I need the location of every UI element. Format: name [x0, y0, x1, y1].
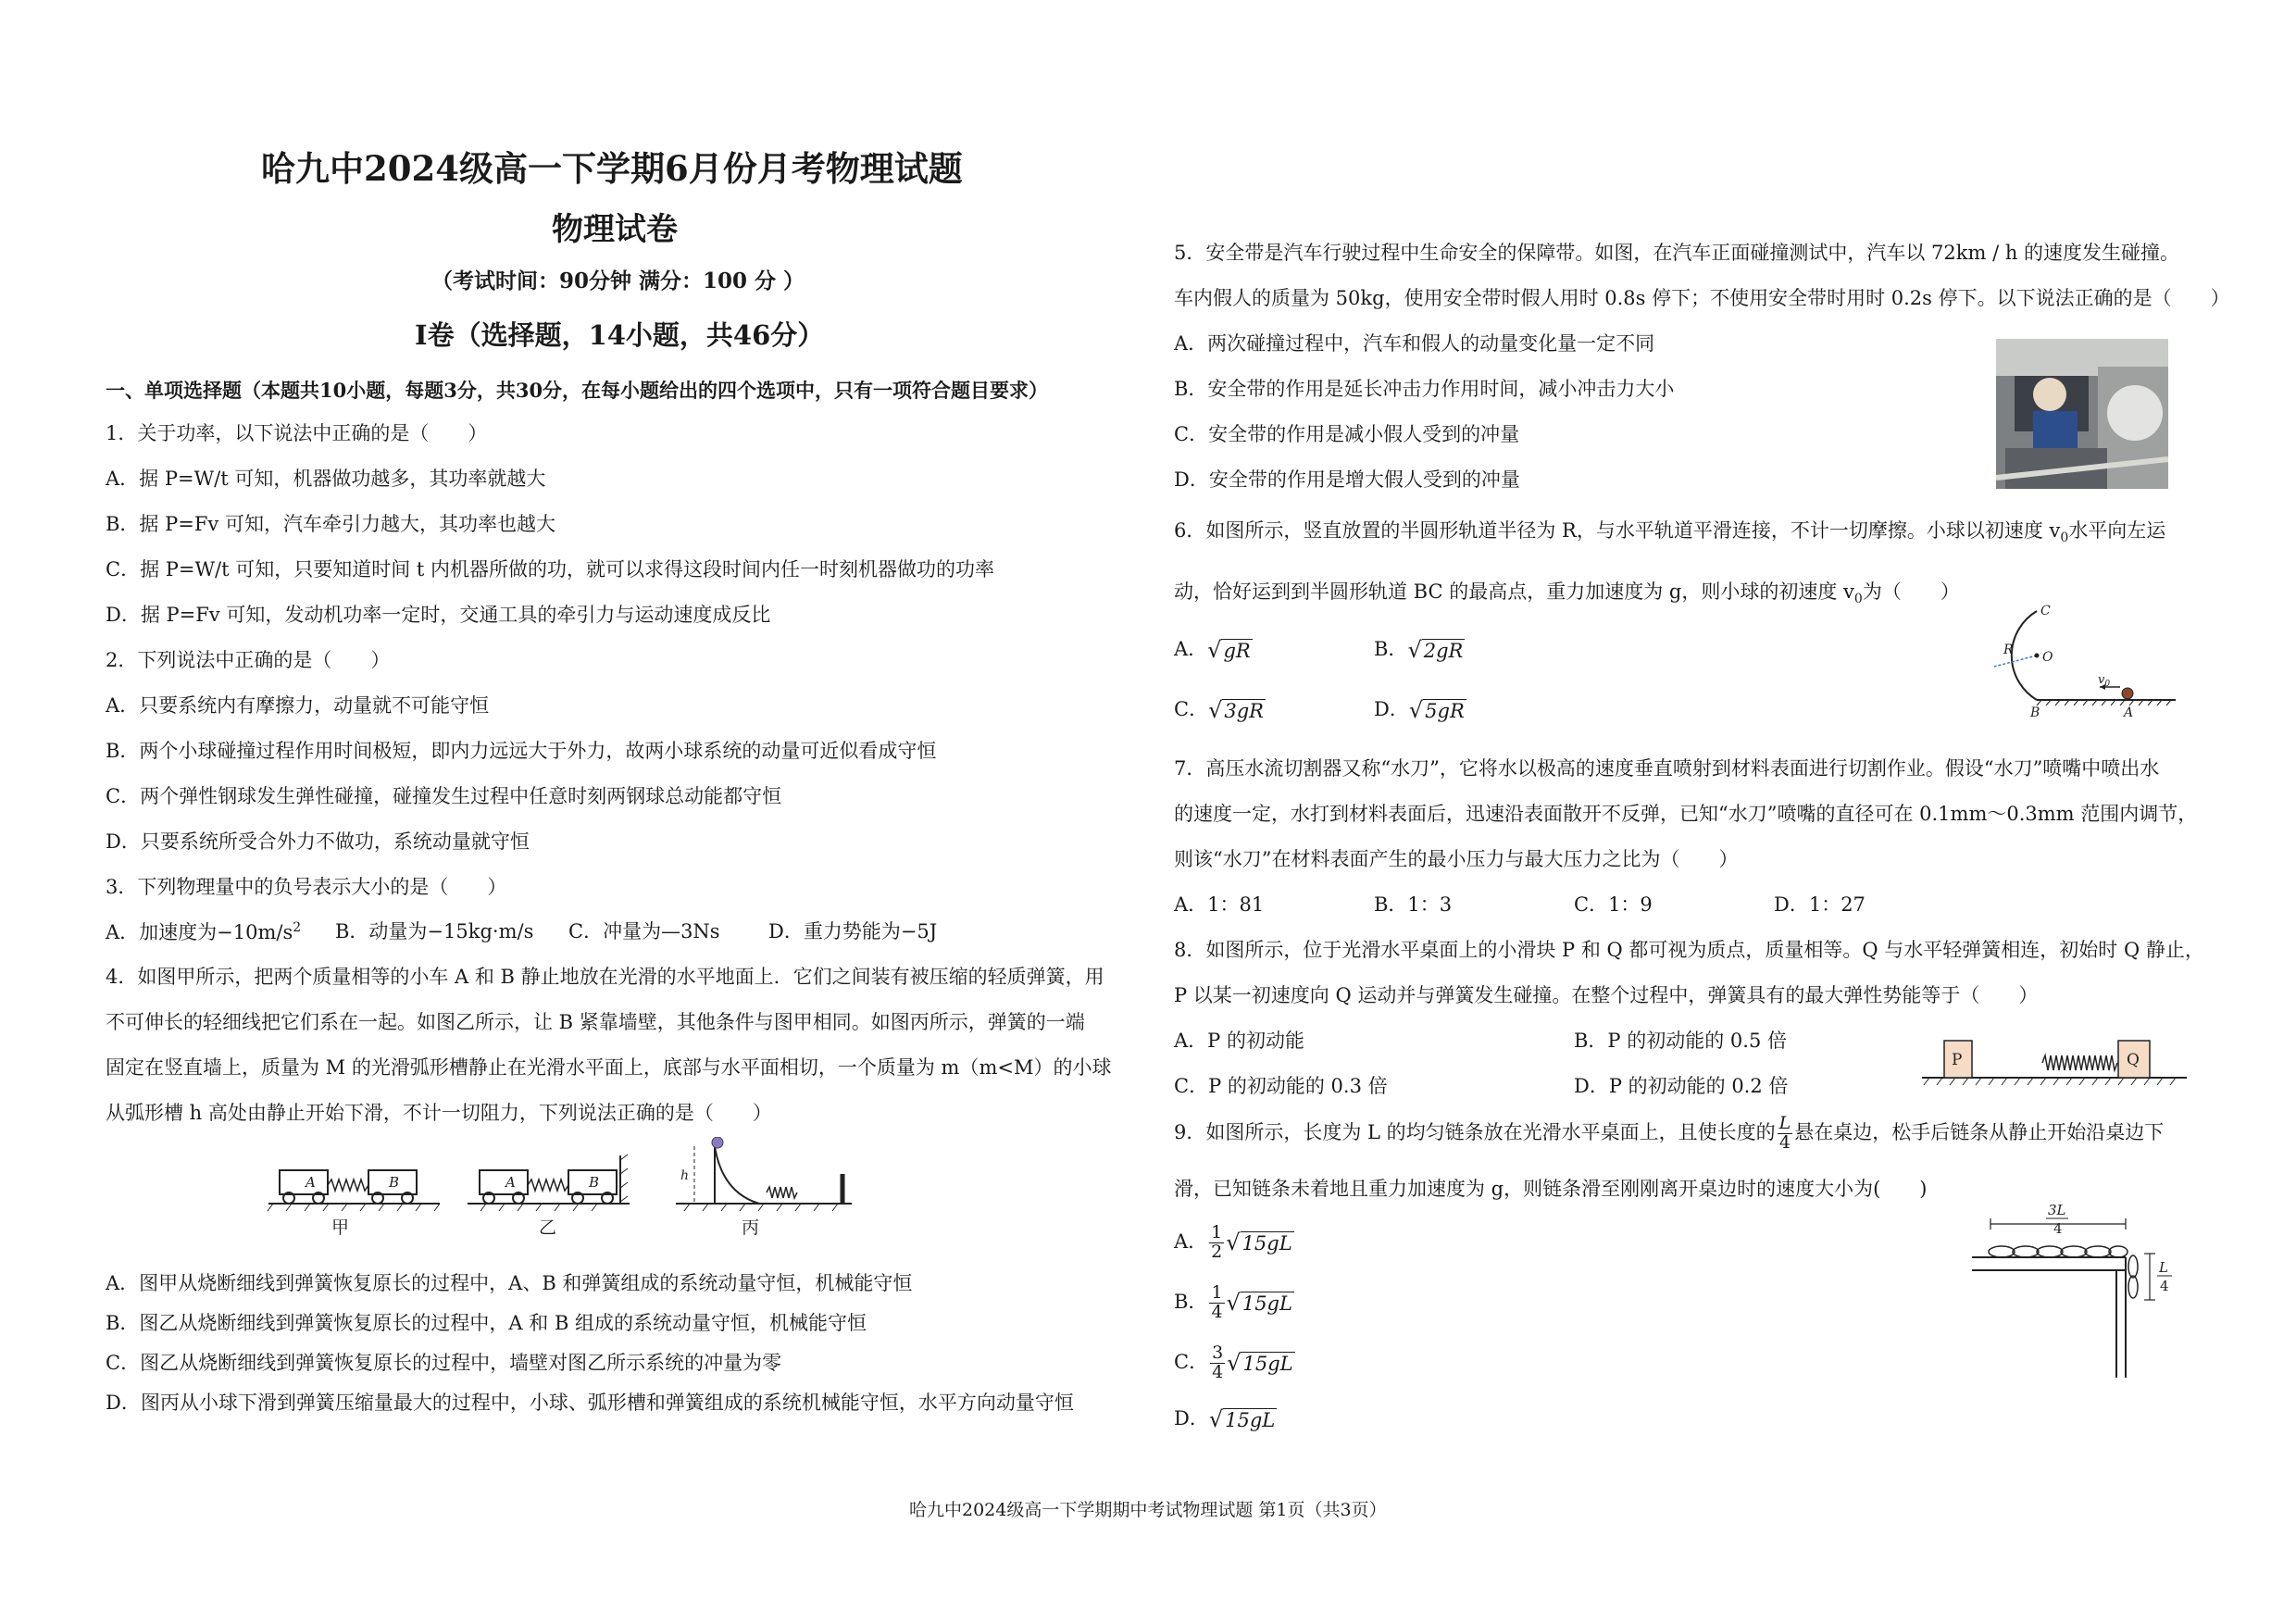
- q9-stem-line-1-tail: 悬在桌边，松手后链条从静止开始沿桌边下: [1794, 1120, 2165, 1143]
- q9-option-c-radical: √15gL: [1227, 1350, 1293, 1377]
- q6-v0-subscript-2: 0: [1853, 592, 1863, 607]
- q2-option-a: A．只要系统内有摩擦力，动量就不可能守恒: [106, 694, 490, 717]
- q9-option-b-denominator: 4: [1211, 1301, 1223, 1322]
- q6-stem-line-1-text: 6．如图所示，竖直放置的半圆形轨道半径为 R，与水平轨道平滑连接，不计一切摩擦。小球以初速度 v: [1174, 519, 2061, 542]
- q5-crash-test-photo: [1996, 339, 2168, 489]
- q6-option-b-radical: √2gR: [1407, 637, 1464, 663]
- q6-option-b: [1374, 637, 1465, 664]
- q9-option-b-numerator: 1: [1211, 1282, 1223, 1303]
- q6-label-r: R: [2003, 643, 2014, 657]
- q9-stem-line-1-text: 9．如图所示，长度为 L 的均匀链条放在光滑水平桌面上，且使长度的: [1174, 1120, 1776, 1143]
- q9-option-b: [1174, 1284, 1294, 1322]
- q9-option-b-radicand: 15gL: [1242, 1292, 1292, 1316]
- q6-semicircle-track: [2012, 611, 2037, 700]
- q8-option-c: C．P 的初动能的 0.3 倍: [1174, 1075, 1388, 1097]
- q9-option-c-fraction: [1210, 1344, 1225, 1382]
- q6-option-d: [1374, 697, 1466, 724]
- q4-figure-label-yi: 乙: [539, 1217, 557, 1238]
- q9-option-b-label: B．: [1174, 1290, 1208, 1313]
- q8-label-p: P: [1952, 1051, 1963, 1069]
- q7-option-a: A．1：81: [1174, 893, 1265, 916]
- q4-stem-line-4: 从弧形槽 h 高处由静止开始下滑，不计一切阻力，下列说法正确的是（ ）: [106, 1102, 772, 1124]
- q9-fraction-numerator: L: [1778, 1113, 1791, 1133]
- svg-text:B: B: [389, 1174, 400, 1191]
- q6-stem-line-2-tail: 为（ ）: [1862, 581, 1960, 603]
- q5-option-b: B．安全带的作用是延长冲击力作用时间，减小冲击力大小: [1174, 378, 1675, 400]
- q8-option-b: B．P 的初动能的 0.5 倍: [1574, 1030, 1787, 1052]
- exam-subtitle: 物理试卷: [552, 211, 678, 248]
- q7-stem-line-2: 的速度一定，水打到材料表面后，迅速沿表面散开不反弹，已知“水刀”喷嘴的直径可在 0.1mm～0.3mm 范围内调节，: [1174, 803, 2198, 825]
- q4-figure-bing: [676, 1146, 852, 1211]
- q3-option-a: [106, 920, 301, 944]
- q9-option-c-numerator: 3: [1212, 1342, 1224, 1363]
- exam-title: 哈九中2024级高一下学期6月份月考物理试题: [261, 148, 963, 189]
- q3-option-a-exponent: 2: [293, 920, 302, 935]
- q3-option-b: B．动量为−15kg·m/s: [335, 920, 534, 943]
- q9-side-dim-denominator: 4: [2160, 1278, 2169, 1294]
- q9-top-dim-numerator: 3L: [2048, 1202, 2066, 1218]
- q9-option-d-radicand: 15gL: [1225, 1409, 1276, 1431]
- q6-option-d-label: D．: [1374, 697, 1409, 720]
- q5-option-a: A．两次碰撞过程中，汽车和假人的动量变化量一定不同: [1174, 332, 1655, 355]
- q7-stem-line-1: 7．高压水流切割器又称“水刀”，它将水以极高的速度垂直喷射到材料表面进行切割作业。假设“水刀”喷嘴中喷出水: [1174, 757, 2160, 780]
- q6-ball: [2122, 688, 2133, 699]
- q4-figure-jia: [268, 1170, 440, 1211]
- q9-option-c-radicand: 15gL: [1242, 1353, 1293, 1376]
- q9-table: [1972, 1257, 2126, 1378]
- q4-option-a: A．图甲从烧断细线到弹簧恢复原长的过程中，A、B 和弹簧组成的系统动量守恒，机械能守恒: [106, 1272, 913, 1294]
- q9-option-a-radical: √15gL: [1226, 1230, 1292, 1256]
- q9-option-d-label: D．: [1174, 1406, 1209, 1429]
- q6-option-c-radical: √3gR: [1208, 697, 1264, 723]
- q9-option-a: [1174, 1224, 1294, 1262]
- q6-label-a: A: [2124, 705, 2134, 720]
- q5-option-c: C．安全带的作用是减小假人受到的冲量: [1174, 423, 1520, 445]
- q7-option-d: D．1：27: [1774, 893, 1866, 916]
- q8-spring: [2042, 1055, 2117, 1070]
- q1-option-d: D．据 P=Fv 可知，发动机功率一定时，交通工具的牵引力与运动速度成反比: [106, 604, 771, 626]
- q9-stem-line-1: [1174, 1115, 2164, 1153]
- q6-option-d-radical: √5gR: [1408, 697, 1465, 723]
- q2-option-b: B．两个小球碰撞过程作用时间极短，即内力远远大于外力，故两小球系统的动量可近似看成守恒: [106, 740, 937, 762]
- q8-stem-line-2: P 以某一初速度向 Q 运动并与弹簧发生碰撞。在整个过程中，弹簧具有的最大弹性势能等于（ ）: [1174, 984, 2039, 1006]
- q6-option-a-radical: √gR: [1207, 637, 1251, 663]
- q6-stem-line-2: [1174, 581, 1960, 607]
- q6-option-b-label: B．: [1374, 637, 1408, 660]
- q6-option-b-radicand: 2gR: [1423, 640, 1464, 662]
- q9-option-b-radical: √15gL: [1226, 1290, 1292, 1317]
- q9-option-b-fraction: [1209, 1284, 1224, 1322]
- q7-option-b: B．1：3: [1374, 893, 1453, 916]
- q4-figure-label-bing: 丙: [742, 1217, 760, 1238]
- q8-figure: [1922, 1030, 2187, 1094]
- svg-text:h: h: [680, 1168, 690, 1183]
- q9-figure: [1963, 1196, 2194, 1381]
- q1-option-b: B．据 P=Fv 可知，汽车牵引力越大，其功率也越大: [106, 513, 555, 535]
- q3-option-c: C．冲量为—3Ns: [568, 920, 720, 943]
- svg-text:A: A: [306, 1174, 316, 1191]
- q5-stem-line-2: 车内假人的质量为 50kg，使用安全带时假人用时 0.8s 停下；不使用安全带时用时 0.2s 停下。以下说法正确的是（ ）: [1174, 287, 2230, 309]
- q9-fraction-denominator: 4: [1778, 1131, 1791, 1153]
- q6-option-a-radicand: gR: [1223, 640, 1251, 662]
- q9-stem-line-2: 滑，已知链条未着地且重力加速度为 g，则链条滑至刚刚离开桌边时的速度大小为( ): [1174, 1178, 1928, 1200]
- q2-option-c: C．两个弹性钢球发生弹性碰撞，碰撞发生过程中任意时刻两钢球总动能都守恒: [106, 785, 782, 807]
- q6-label-v-sub: 0: [2104, 680, 2111, 689]
- q9-option-d-radical: √15gL: [1208, 1406, 1276, 1432]
- q5-option-d: D．安全带的作用是增大假人受到的冲量: [1174, 468, 1520, 491]
- q6-stem-line-2-text: 动，恰好运到到半圆形轨道 BC 的最高点，重力加速度为 g，则小球的初速度 v: [1174, 581, 1854, 603]
- q9-top-dim-denominator: 4: [2053, 1220, 2063, 1237]
- q6-option-a-label: A．: [1174, 637, 1208, 660]
- q7-option-c: C．1：9: [1574, 893, 1653, 916]
- q3-option-d: D．重力势能为−5J: [768, 920, 938, 943]
- q9-option-c-denominator: 4: [1212, 1361, 1224, 1382]
- q8-label-q: Q: [2127, 1051, 2140, 1069]
- q5-stem-line-1: 5．安全带是汽车行驶过程中生命安全的保障带。如图，在汽车正面碰撞测试中，汽车以 72km / h 的速度发生碰撞。: [1174, 242, 2180, 264]
- q9-option-a-label: A．: [1174, 1230, 1208, 1253]
- q9-option-c: [1174, 1344, 1295, 1382]
- q6-stem-line-1: [1174, 519, 2165, 546]
- q6-option-c: [1174, 697, 1266, 724]
- q9-option-a-denominator: 2: [1211, 1241, 1223, 1262]
- q6-label-o: O: [2042, 650, 2053, 665]
- q9-chain-horizontal: [1989, 1246, 2128, 1257]
- q4-option-d: D．图丙从小球下滑到弹簧压缩量最大的过程中，小球、弧形槽和弹簧组成的系统机械能守恒，水平方向动量守恒: [106, 1392, 1074, 1414]
- q6-option-d-radicand: 5gR: [1425, 700, 1465, 722]
- q4-stem-line-2: 不可伸长的轻细线把它们系在一起。如图乙所示，让 B 紧靠墙壁，其他条件与图甲相同。如图丙所示，弹簧的一端: [106, 1011, 1085, 1033]
- q6-option-c-label: C．: [1174, 697, 1209, 720]
- q6-label-b: B: [2030, 705, 2040, 720]
- q6-option-a: [1174, 637, 1253, 664]
- q6-label-v0: [2098, 673, 2110, 689]
- q8-stem-line-1: 8．如图所示，位于光滑水平桌面上的小滑块 P 和 Q 都可视为质点，质量相等。Q 与水平轻弹簧相连，初始时 Q 静止，: [1174, 939, 2204, 961]
- q2-stem: 2．下列说法中正确的是（ ）: [106, 649, 391, 671]
- q8-option-d: D．P 的初动能的 0.2 倍: [1574, 1075, 1789, 1097]
- q3-option-a-text: A．加速度为−10m/s: [106, 921, 293, 943]
- q4-stem-line-1: 4．如图甲所示，把两个质量相等的小车 A 和 B 静止地放在光滑的水平地面上．它们之间装有被压缩的轻质弹簧，用: [106, 966, 1104, 988]
- part-heading: I卷（选择题，14小题，共46分）: [415, 319, 825, 351]
- q6-radius-line: [1994, 655, 2037, 667]
- q9-option-a-fraction: [1209, 1224, 1224, 1262]
- q4-stem-line-3: 固定在竖直墙上，质量为 M 的光滑弧形槽静止在光滑水平面上，底部与水平面相切，一个质量为 m（m<M）的小球: [106, 1056, 1112, 1079]
- q1-stem: 1．关于功率，以下说法中正确的是（ ）: [106, 422, 488, 444]
- q4-figure-yi: [468, 1155, 630, 1211]
- q4-option-c: C．图乙从烧断细线到弹簧恢复原长的过程中，墙壁对图乙所示系统的冲量为零: [106, 1352, 782, 1374]
- q4-figure-label-jia: 甲: [331, 1217, 350, 1238]
- q1-option-c: C．据 P=W/t 可知，只要知道时间 t 内机器所做的功，就可以求得这段时间内任一时刻机器做功的功率: [106, 558, 995, 581]
- q8-option-a: A．P 的初动能: [1174, 1030, 1304, 1052]
- q9-fraction: [1778, 1115, 1793, 1153]
- q6-option-c-radicand: 3gR: [1224, 700, 1264, 722]
- q6-label-c: C: [2040, 604, 2051, 618]
- q1-option-a: A．据 P=W/t 可知，机器做功越多，其功率就越大: [106, 468, 546, 490]
- q9-side-dim-numerator: L: [2159, 1259, 2168, 1276]
- q7-stem-line-3: 则该“水刀”在材料表面产生的最小压力与最大压力之比为（ ）: [1174, 848, 1739, 870]
- q6-stem-line-1-tail: 水平向左运: [2068, 519, 2166, 542]
- q9-option-a-numerator: 1: [1211, 1222, 1223, 1242]
- svg-text:A: A: [505, 1174, 516, 1191]
- q4-option-b: B．图乙从烧断细线到弹簧恢复原长的过程中，A 和 B 组成的系统动量守恒，机械能守恒: [106, 1312, 867, 1334]
- q9-option-a-radicand: 15gL: [1242, 1232, 1292, 1255]
- q9-chain-hanging: [2128, 1255, 2138, 1298]
- q6-v0-subscript-1: 0: [2060, 531, 2069, 546]
- q9-option-c-label: C．: [1174, 1350, 1209, 1373]
- q6-center-dot: [2035, 654, 2040, 658]
- page-footer: 哈九中2024级高一下学期期中考试物理试题 第1页（共3页）: [909, 1500, 1387, 1520]
- section-heading: 一、单项选择题（本题共10小题，每题3分，共30分，在每小题给出的四个选项中，只有一项符合题目要求）: [106, 379, 1049, 402]
- svg-text:B: B: [589, 1174, 600, 1191]
- q9-option-d: [1174, 1406, 1277, 1433]
- q2-option-d: D．只要系统所受合外力不做功，系统动量就守恒: [106, 830, 530, 853]
- q3-stem: 3．下列物理量中的负号表示大小的是（ ）: [106, 876, 507, 898]
- exam-info: （考试时间：90分钟 满分：100 分 ）: [431, 268, 805, 293]
- q6-figure: [1972, 600, 2185, 720]
- q6-label-v: v: [2098, 673, 2105, 687]
